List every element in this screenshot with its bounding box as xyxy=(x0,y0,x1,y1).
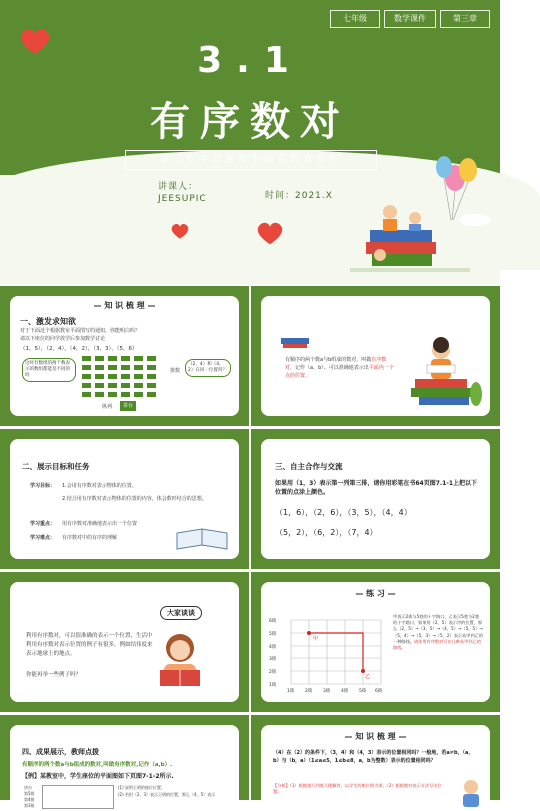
slide-exercise-map xyxy=(251,572,500,712)
cover-title: 有序数对 xyxy=(150,99,350,145)
y-axis-label: 5街 xyxy=(269,632,277,637)
question-text: 如果用（1，3）表示第一列第三排，请你用彩笔在书64页图7.1-1上把以下位置的点涂上颜色。 xyxy=(275,480,477,496)
x-axis-label: 3街 xyxy=(323,689,331,694)
seat-row-label: 第5排 xyxy=(24,791,35,796)
slide-practice-points xyxy=(251,429,500,569)
slide-discussion xyxy=(0,572,249,712)
open-book-icon xyxy=(175,527,230,553)
discuss-bubble: 大家谈谈 xyxy=(160,606,202,620)
question-item: (1) 说明王明的座位位置； xyxy=(118,785,165,790)
definition-line: 有顺序的两个数a与b组成的数对,叫做有序数对,记作（a,b）. xyxy=(22,762,173,768)
question-item: (2) 若用（2，3）表示王明的位置，那么（4，5）表示 xyxy=(118,792,216,797)
coordinate-pairs: （1，5），（2，4），（4，2），（3，3），（5，6） xyxy=(20,346,138,352)
seat-grid xyxy=(80,354,170,406)
slide-card xyxy=(10,296,239,416)
x-axis-label: 4街 xyxy=(341,689,349,694)
cover-subtitle: 第三章平面直角坐标系教育课件 xyxy=(125,150,377,170)
book-icon xyxy=(281,334,309,350)
slide-card xyxy=(261,582,490,702)
reading-child-illustration xyxy=(401,332,486,412)
slide-card xyxy=(10,725,239,808)
slide-knowledge-review xyxy=(0,286,249,426)
y-axis-label: 2街 xyxy=(269,670,277,675)
analysis-text: 【分析】（1）根据第几列第几排解答，以学生的座位图为准；（2）根据数对表示方法写出位置。 xyxy=(273,783,442,794)
coordinate-row: （1，6），（2，6），（3，5），（4，4） xyxy=(275,508,412,517)
section-heading: 一、激发求知欲 xyxy=(20,317,76,326)
slide-knowledge-review-2 xyxy=(251,715,500,800)
point-a-label: 甲 xyxy=(313,636,319,642)
seat-table xyxy=(42,785,114,809)
exercise-text: 甲表示2街与5巷的十字路口，乙表示5巷与2巷的十字路口，如果用（2，5）表示甲的位置，那么（2，5）→（3，5）→（4，5）→（5，5）→（5，4）→（5，3）→（5，2）表示从甲到乙的一种路线。请你用有序数对写出几种从甲到乙的路线。 xyxy=(393,614,484,651)
tag-grade: 七年级 xyxy=(330,10,380,28)
key-label: 学习重点： xyxy=(30,521,56,527)
slide-card xyxy=(10,439,239,559)
speech-bubble-right: （2，4）和（4，2）在同一位置吗？ xyxy=(185,359,231,377)
y-axis-label: 3街 xyxy=(269,657,277,662)
intro-text: 请以下座位的同学放学后参加数学讨论 xyxy=(20,336,106,342)
podium-label: 讲台 xyxy=(120,401,136,411)
street-grid xyxy=(269,616,384,696)
coordinate-row: （5，2），（6，2），（7，4） xyxy=(275,528,378,537)
slide-card xyxy=(261,725,490,800)
cover-slide xyxy=(0,0,500,284)
x-axis-label: 5街 xyxy=(359,689,367,694)
intro-text: 对于下面这个根据教室平面图写的通知，你能明白吗？ xyxy=(20,328,141,334)
child-illustration xyxy=(456,777,486,807)
cover-number: 3.1 xyxy=(197,40,303,81)
girl-reading-illustration xyxy=(150,630,210,692)
tag-course: 数学课件 xyxy=(384,10,436,28)
section-heading: 四、成果展示，教师点拨 xyxy=(22,748,99,756)
section-heading: 二、展示目标和任务 xyxy=(22,462,90,471)
key-text: 用有序数对准确地表示出一个位置 xyxy=(62,521,138,527)
seat-row-label: 第4排 xyxy=(24,797,35,802)
example-line: 【例】某教室中，学生座位的平面图如下页图7-1-2所示. xyxy=(22,773,174,780)
cover-time: 时间：2021.X xyxy=(265,191,333,201)
heart-icon xyxy=(255,220,285,246)
goal-label: 学习目标： xyxy=(30,483,56,489)
y-axis-label: 4街 xyxy=(269,645,277,650)
kids-on-books-illustration xyxy=(340,150,490,280)
seat-row-label: 讲台 xyxy=(24,785,32,790)
slide-card xyxy=(261,439,490,559)
slide-results xyxy=(0,715,249,808)
tag-chapter: 第三章 xyxy=(440,10,490,28)
column-label: 纵列 xyxy=(102,404,113,410)
goal-item: 1.会用有序数对表示物体的位置。 xyxy=(62,483,137,489)
slide-card xyxy=(10,582,239,702)
slide-banner: — 知 识 梳 理 — xyxy=(93,301,156,310)
x-axis-label: 2街 xyxy=(305,689,313,694)
x-axis-label: 1街 xyxy=(287,689,295,694)
slide-banner: — 知 识 梳 理 — xyxy=(344,732,407,741)
speech-bubble-left: 这时有数组的两个数表示的数组都能是不同的吗 xyxy=(22,358,76,382)
point-b-label: 乙 xyxy=(365,674,371,680)
section-heading: 三、自主合作与交流 xyxy=(275,462,343,471)
slide-card xyxy=(261,296,490,416)
slide-goals xyxy=(0,429,249,569)
goal-item: 2.结合用有序数对表示物体的位置的内容，体会数形结合的思想。 xyxy=(62,496,207,502)
heart-icon xyxy=(170,222,190,240)
question-text: （4）在（2）的条件下，（3，4）和（4，3）表示的位置相同吗？一般地，若a≠b，（a，b）与（b，a）（1≤a≤5，1≤b≤8，a，b为整数）表示的位置相同吗？ xyxy=(273,750,474,764)
slide-definition xyxy=(251,286,500,426)
cover-lecturer: 讲课人：JEESUPIC xyxy=(158,182,207,204)
discussion-text: 利用有序数对，可以很准确的表示一个位置，生活中利用有序数对表示位置的例子有很多，例如结伟度来表示地球上的地点。 xyxy=(26,633,153,657)
slide-banner: — 练 习 — xyxy=(355,589,396,598)
difficulty-text: 有序数对中的有序的理解 xyxy=(62,535,118,541)
y-axis-label: 1街 xyxy=(269,683,277,688)
definition-text: 有顺序的两个数a与b组成的数对，叫做有序数对，记作（a，b）。可以准确地表示出平面内一个点的位置。 xyxy=(285,357,394,379)
x-axis-label: 6街 xyxy=(375,689,383,694)
y-axis-label: 6街 xyxy=(269,619,277,624)
difficulty-label: 学习难点： xyxy=(30,535,56,541)
row-label: 排数 xyxy=(170,368,181,374)
discussion-question: 你能再举一些例子吗？ xyxy=(26,672,82,678)
seat-row-label: 第3排 xyxy=(24,803,35,808)
